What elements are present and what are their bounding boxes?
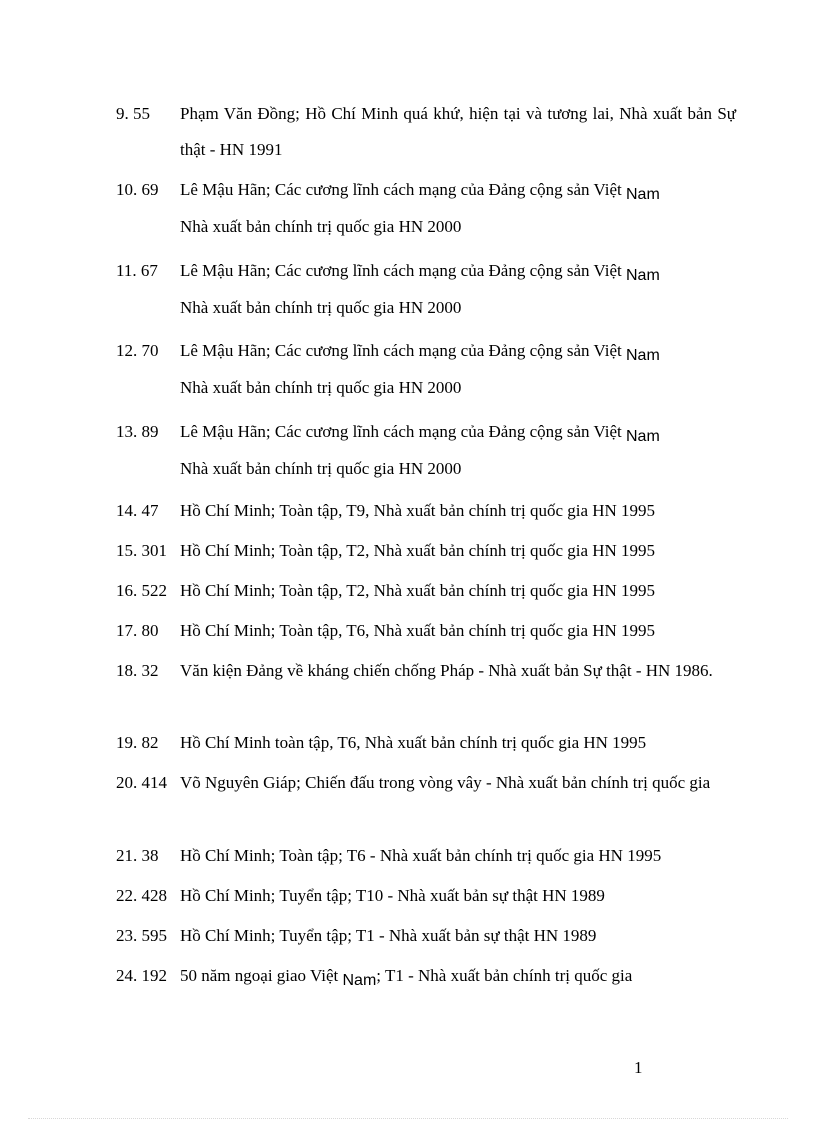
reference-number: 10. 69 <box>116 180 159 199</box>
reference-text: Hồ Chí Minh; Toàn tập, T9, Nhà xuất bản chính trị quốc gia HN 1995 <box>180 501 656 520</box>
reference-text: Hồ Chí Minh; Toàn tập, T2, Nhà xuất bản chính trị quốc gia HN 1995 <box>180 541 656 560</box>
reference-item <box>116 958 736 995</box>
reference-text: Hồ Chí Minh; Toàn tập; T6 - Nhà xuất bản chính trị quốc gia HN 1995 <box>180 846 662 865</box>
reference-item <box>116 333 736 406</box>
reference-number: 16. 522 <box>116 581 167 600</box>
reference-text: Hồ Chí Minh; Toàn tập, T6, Nhà xuất bản chính trị quốc gia HN 1995 <box>180 621 656 640</box>
reference-text-raised: Nam <box>342 972 377 989</box>
reference-text: Võ Nguyên Giáp; Chiến đấu trong vòng vây - Nhà xuất bản chính trị quốc gia <box>180 773 711 792</box>
reference-text <box>180 333 736 406</box>
reference-number: 9. 55 <box>116 104 150 123</box>
reference-item <box>116 172 736 245</box>
reference-text-main: Lê Mậu Hãn; Các cương lĩnh cách mạng của Đảng cộng sản Việt <box>180 180 622 199</box>
reference-number: 14. 47 <box>116 501 159 520</box>
reference-number: 12. 70 <box>116 341 159 360</box>
reference-number: 24. 192 <box>116 966 167 985</box>
reference-number: 19. 82 <box>116 733 159 752</box>
reference-item <box>116 765 736 801</box>
reference-text-raised: Nam <box>625 267 660 284</box>
reference-text-publisher: Nhà xuất bản chính trị quốc gia HN 2000 <box>180 298 462 317</box>
reference-text: Phạm Văn Đồng; Hồ Chí Minh quá khứ, hiện tại và tương lai, Nhà xuất bản Sự thật - HN 1991 <box>180 104 736 159</box>
reference-item <box>116 573 736 609</box>
reference-item <box>116 653 736 689</box>
reference-text-main: 50 năm ngoại giao Việt <box>180 966 339 985</box>
reference-item <box>116 918 736 954</box>
reference-number: 20. 414 <box>116 773 167 792</box>
reference-text: Văn kiện Đảng về kháng chiến chống Pháp - Nhà xuất bản Sự thật - HN 1986. <box>180 661 713 680</box>
reference-number: 11. 67 <box>116 261 158 280</box>
reference-text-main: Lê Mậu Hãn; Các cương lĩnh cách mạng của Đảng cộng sản Việt <box>180 341 622 360</box>
reference-number: 23. 595 <box>116 926 167 945</box>
reference-text: Hồ Chí Minh; Tuyển tập; T10 - Nhà xuất bản sự thật HN 1989 <box>180 886 605 905</box>
reference-number: 13. 89 <box>116 422 159 441</box>
reference-text-publisher: Nhà xuất bản chính trị quốc gia HN 2000 <box>180 217 462 236</box>
reference-item <box>116 493 736 529</box>
reference-text: Hồ Chí Minh; Toàn tập, T2, Nhà xuất bản chính trị quốc gia HN 1995 <box>180 581 656 600</box>
reference-number: 21. 38 <box>116 846 159 865</box>
reference-text <box>180 172 736 245</box>
reference-item <box>116 96 736 168</box>
reference-text-publisher: Nhà xuất bản chính trị quốc gia HN 2000 <box>180 378 462 397</box>
reference-text: Hồ Chí Minh toàn tập, T6, Nhà xuất bản chính trị quốc gia HN 1995 <box>180 733 647 752</box>
page-number: 1 <box>634 1058 643 1077</box>
reference-text-main: Lê Mậu Hãn; Các cương lĩnh cách mạng của Đảng cộng sản Việt <box>180 261 622 280</box>
reference-item <box>116 613 736 649</box>
reference-number: 22. 428 <box>116 886 167 905</box>
reference-number: 17. 80 <box>116 621 159 640</box>
reference-number: 18. 32 <box>116 661 159 680</box>
reference-number: 15. 301 <box>116 541 167 560</box>
reference-item <box>116 878 736 914</box>
reference-text-raised: Nam <box>625 186 660 203</box>
reference-text-raised: Nam <box>625 428 660 445</box>
reference-text <box>180 414 736 487</box>
reference-item <box>116 838 736 874</box>
reference-text-main: Lê Mậu Hãn; Các cương lĩnh cách mạng của Đảng cộng sản Việt <box>180 422 622 441</box>
reference-item <box>116 253 736 326</box>
page-bottom-rule <box>28 1118 788 1119</box>
reference-item <box>116 414 736 487</box>
reference-item <box>116 725 736 761</box>
reference-text-raised: Nam <box>625 347 660 364</box>
reference-text-publisher: Nhà xuất bản chính trị quốc gia HN 2000 <box>180 459 462 478</box>
reference-text <box>180 958 736 995</box>
reference-text: Hồ Chí Minh; Tuyển tập; T1 - Nhà xuất bản sự thật HN 1989 <box>180 926 597 945</box>
reference-item <box>116 533 736 569</box>
reference-text <box>180 253 736 326</box>
reference-text-publisher: ; T1 - Nhà xuất bản chính trị quốc gia <box>376 966 633 985</box>
